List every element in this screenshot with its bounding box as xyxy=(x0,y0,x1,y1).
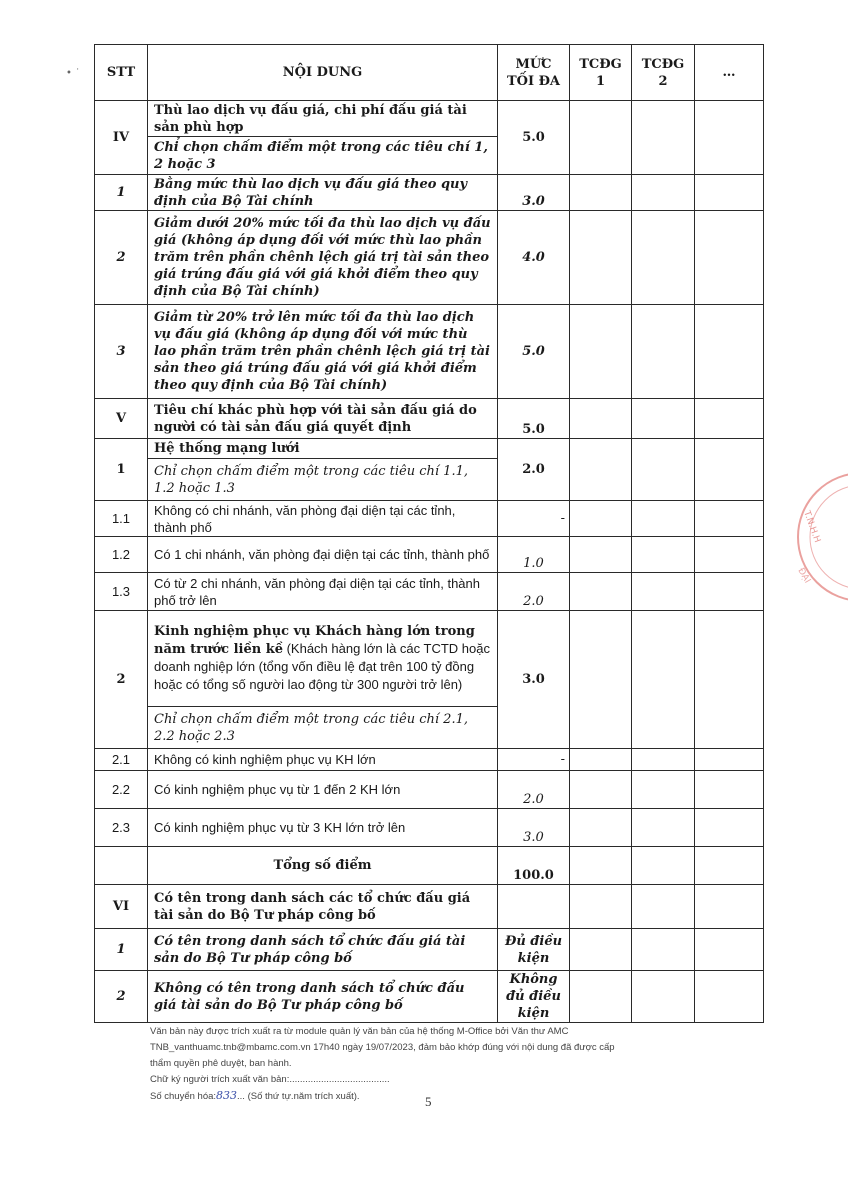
item-text: Có kinh nghiệm phục vụ từ 3 KH lớn trở lên xyxy=(148,809,498,847)
score-cell[interactable] xyxy=(632,399,695,439)
section-iv-title: Thù lao dịch vụ đấu giá, chi phí đấu giá tài sản phù hợp xyxy=(148,101,498,137)
item-max: 2.0 xyxy=(498,771,570,809)
score-cell[interactable] xyxy=(632,175,695,211)
table-row xyxy=(95,971,764,1023)
item-stt: 2.3 xyxy=(95,809,148,847)
header-more: … xyxy=(695,45,764,101)
item-text: Giảm từ 20% trở lên mức tối đa thù lao dịch vụ đấu giá (không áp dụng đối với mức thù lao phần trăm trên phần chênh lệch giá trị tài sản theo giá trúng đấu giá với giá khởi điểm theo quy định của Bộ Tài chính) xyxy=(148,305,498,399)
table-row xyxy=(95,501,764,537)
table-row xyxy=(95,101,764,137)
table-row xyxy=(95,885,764,929)
score-cell[interactable] xyxy=(695,175,764,211)
item-max: 3.0 xyxy=(498,809,570,847)
table-row xyxy=(95,537,764,573)
score-cell[interactable] xyxy=(570,305,632,399)
item-text: Giảm dưới 20% mức tối đa thù lao dịch vụ đấu giá (không áp dụng đối với mức thù lao phần trăm trên phần chênh lệch giá trị tài sản theo giá trúng đấu giá với giá khởi điểm theo quy định của Bộ Tài chính) xyxy=(148,211,498,305)
score-cell[interactable] xyxy=(632,885,695,929)
table-row xyxy=(95,771,764,809)
page-number: 5 xyxy=(425,1094,432,1109)
score-cell[interactable] xyxy=(570,929,632,971)
header-stt: STT xyxy=(95,45,148,101)
footer-line: Văn bản này được trích xuất ra từ module quản lý văn bản của hệ thống M-Office bởi Văn thư AMC xyxy=(150,1026,569,1037)
item-text: Bằng mức thù lao dịch vụ đấu giá theo quy định của Bộ Tài chính xyxy=(148,175,498,211)
item-stt: 2.1 xyxy=(95,749,148,771)
table-row xyxy=(95,611,764,707)
total-max: 100.0 xyxy=(498,847,570,885)
score-cell[interactable] xyxy=(695,749,764,771)
score-cell[interactable] xyxy=(632,211,695,305)
score-cell[interactable] xyxy=(570,847,632,885)
section-iv-stt: IV xyxy=(95,101,148,175)
footer-signature-line: Chữ ký người trích xuất văn bản:...................................... xyxy=(150,1074,390,1085)
score-cell[interactable] xyxy=(695,573,764,611)
score-cell[interactable] xyxy=(632,771,695,809)
item-max: 3.0 xyxy=(498,175,570,211)
item-text: Có từ 2 chi nhánh, văn phòng đại diện tại các tỉnh, thành phố trở lên xyxy=(148,573,498,611)
item-stt: 2 xyxy=(95,971,148,1023)
table-row xyxy=(95,749,764,771)
footer-line: TNB_vanthuamc.tnb@mbamc.com.vn 17h40 ngày 19/07/2023, đảm bảo khớp đúng với nội dung đã được cấp xyxy=(150,1042,615,1053)
group-1-stt: 1 xyxy=(95,439,148,501)
score-cell[interactable] xyxy=(570,971,632,1023)
company-seal-stamp xyxy=(790,462,848,612)
score-cell[interactable] xyxy=(570,501,632,537)
section-v-stt: V xyxy=(95,399,148,439)
item-text: Không có chi nhánh, văn phòng đại diện tại các tỉnh, thành phố xyxy=(148,501,498,537)
score-cell[interactable] xyxy=(695,537,764,573)
score-cell[interactable] xyxy=(632,971,695,1023)
item-stt: 1 xyxy=(95,175,148,211)
group-1-max: 2.0 xyxy=(498,439,570,501)
score-cell[interactable] xyxy=(632,611,695,749)
svg-text:ĐẠI: ĐẠI xyxy=(795,566,812,586)
score-cell[interactable] xyxy=(570,537,632,573)
header-content: NỘI DUNG xyxy=(148,45,498,101)
score-cell[interactable] xyxy=(570,211,632,305)
item-max: 2.0 xyxy=(498,573,570,611)
total-label: Tổng số điểm xyxy=(148,847,498,885)
score-cell[interactable] xyxy=(570,749,632,771)
section-v-title: Tiêu chí khác phù hợp với tài sản đấu giá do người có tài sản đấu giá quyết định xyxy=(148,399,498,439)
score-cell[interactable] xyxy=(695,971,764,1023)
table-row xyxy=(95,809,764,847)
header-eval1: TCĐG 1 xyxy=(570,45,632,101)
item-stt: 1.2 xyxy=(95,537,148,573)
table-row xyxy=(95,211,764,305)
score-cell[interactable] xyxy=(632,573,695,611)
section-v-max: 5.0 xyxy=(498,399,570,439)
score-cell[interactable] xyxy=(570,809,632,847)
footer-conversion-line: Số chuyển hóa:833... (Số thứ tự.năm trích xuất). xyxy=(150,1089,360,1102)
item-max: 5.0 xyxy=(498,305,570,399)
group-1-note: Chỉ chọn chấm điểm một trong các tiêu chí 1.1, 1.2 hoặc 1.3 xyxy=(148,459,498,501)
item-max: 4.0 xyxy=(498,211,570,305)
handwritten-number: 833 xyxy=(216,1089,238,1102)
evaluation-table xyxy=(94,44,764,1023)
score-cell[interactable] xyxy=(695,211,764,305)
score-cell[interactable] xyxy=(570,771,632,809)
item-text: Không có kinh nghiệm phục vụ KH lớn xyxy=(148,749,498,771)
item-max: Không đủ điều kiện xyxy=(498,971,570,1023)
item-max: Đủ điều kiện xyxy=(498,929,570,971)
group-1-title: Hệ thống mạng lưới xyxy=(148,439,498,459)
section-vi-title: Có tên trong danh sách các tổ chức đấu giá tài sản do Bộ Tư pháp công bố xyxy=(148,885,498,929)
table-row xyxy=(95,929,764,971)
table-row xyxy=(95,305,764,399)
total-stt xyxy=(95,847,148,885)
score-cell[interactable] xyxy=(632,101,695,175)
table-row xyxy=(95,175,764,211)
score-cell[interactable] xyxy=(632,537,695,573)
extraction-footer xyxy=(150,1024,710,1105)
item-max: - xyxy=(498,749,570,771)
svg-text:T.N.H.H: T.N.H.H xyxy=(801,509,822,545)
section-iv-note: Chỉ chọn chấm điểm một trong các tiêu chí 1, 2 hoặc 3 xyxy=(148,137,498,175)
table-row xyxy=(95,439,764,459)
score-cell[interactable] xyxy=(570,175,632,211)
item-max: 1.0 xyxy=(498,537,570,573)
item-stt: 1.1 xyxy=(95,501,148,537)
score-cell[interactable] xyxy=(695,809,764,847)
item-text: Có kinh nghiệm phục vụ từ 1 đến 2 KH lớn xyxy=(148,771,498,809)
section-vi-max xyxy=(498,885,570,929)
group-2-note: Chỉ chọn chấm điểm một trong các tiêu chí 2.1, 2.2 hoặc 2.3 xyxy=(148,707,498,749)
score-cell[interactable] xyxy=(570,101,632,175)
table-row xyxy=(95,573,764,611)
score-cell[interactable] xyxy=(570,611,632,749)
score-cell[interactable] xyxy=(632,749,695,771)
score-cell[interactable] xyxy=(570,573,632,611)
table-header-row xyxy=(95,45,764,101)
item-stt: 2 xyxy=(95,211,148,305)
margin-mark: • ˙ xyxy=(66,68,81,79)
score-cell[interactable] xyxy=(632,929,695,971)
item-stt: 1.3 xyxy=(95,573,148,611)
score-cell[interactable] xyxy=(695,439,764,501)
total-row xyxy=(95,847,764,885)
score-cell[interactable] xyxy=(695,771,764,809)
score-cell[interactable] xyxy=(632,501,695,537)
item-stt: 1 xyxy=(95,929,148,971)
table-row xyxy=(95,399,764,439)
group-2-title: Kinh nghiệm phục vụ Khách hàng lớn trong năm trước liền kề (Khách hàng lớn là các TCTD hoặc doanh nghiệp lớn (tổng vốn điều lệ đạt trên 100 tỷ đồng hoặc có tổng số người lao động từ 300 người trở lên) xyxy=(148,611,498,707)
score-cell[interactable] xyxy=(695,101,764,175)
group-2-stt: 2 xyxy=(95,611,148,749)
item-stt: 3 xyxy=(95,305,148,399)
item-text: Có tên trong danh sách tổ chức đấu giá tài sản do Bộ Tư pháp công bố xyxy=(148,929,498,971)
score-cell[interactable] xyxy=(695,885,764,929)
score-cell[interactable] xyxy=(632,305,695,399)
footer-line: thẩm quyền phê duyệt, ban hành. xyxy=(150,1058,292,1069)
score-cell[interactable] xyxy=(695,611,764,749)
item-max: - xyxy=(498,501,570,537)
score-cell[interactable] xyxy=(695,929,764,971)
score-cell[interactable] xyxy=(570,439,632,501)
group-2-max: 3.0 xyxy=(498,611,570,749)
section-vi-stt: VI xyxy=(95,885,148,929)
item-stt: 2.2 xyxy=(95,771,148,809)
score-cell[interactable] xyxy=(632,847,695,885)
score-cell[interactable] xyxy=(695,501,764,537)
header-max: MỨC TỐI ĐA xyxy=(498,45,570,101)
score-cell[interactable] xyxy=(570,399,632,439)
item-text: Có 1 chi nhánh, văn phòng đại diện tại các tỉnh, thành phố xyxy=(148,537,498,573)
score-cell[interactable] xyxy=(570,885,632,929)
score-cell[interactable] xyxy=(695,305,764,399)
score-cell[interactable] xyxy=(632,439,695,501)
section-iv-max: 5.0 xyxy=(498,101,570,175)
header-eval2: TCĐG 2 xyxy=(632,45,695,101)
score-cell[interactable] xyxy=(632,809,695,847)
item-text: Không có tên trong danh sách tổ chức đấu giá tài sản do Bộ Tư pháp công bố xyxy=(148,971,498,1023)
score-cell[interactable] xyxy=(695,399,764,439)
score-cell[interactable] xyxy=(695,847,764,885)
